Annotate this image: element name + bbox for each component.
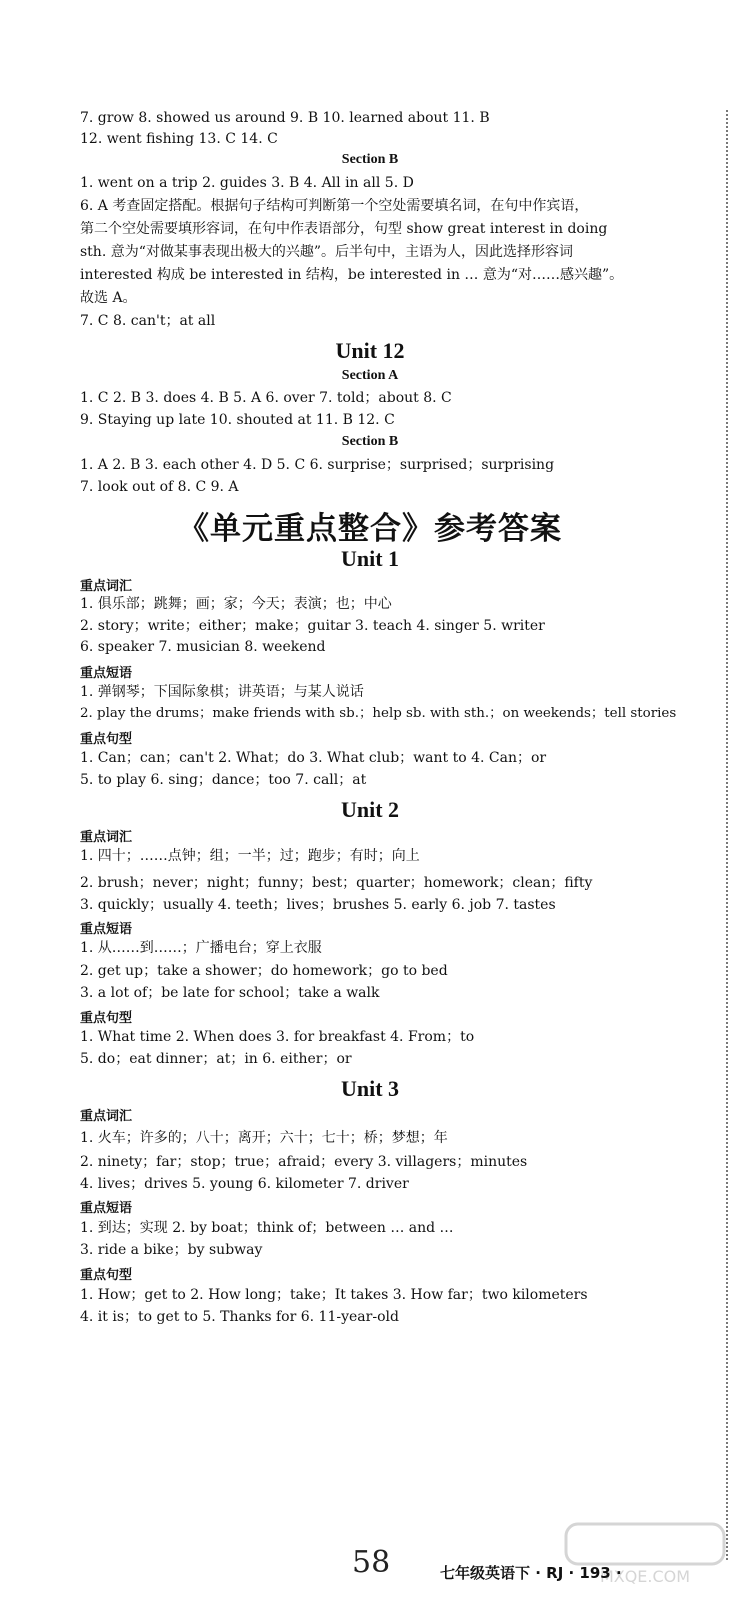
sentence-heading: 重点句型 xyxy=(80,732,133,747)
answer-line: 1. C 2. B 3. does 4. B 5. A 6. over 7. told；about 8. C xyxy=(80,390,452,406)
vocab-heading: 重点词汇 xyxy=(80,830,133,845)
unit-3-title: Unit 3 xyxy=(340,1076,400,1101)
explanation-line: interested 构成 be interested in 结构，be interested in … 意为“对……感兴趣”。 xyxy=(80,267,624,283)
watermark-text: MXQE.COM xyxy=(599,1567,691,1586)
answer-line: 6. speaker 7. musician 8. weekend xyxy=(80,639,326,655)
answer-line: 2. brush；never；night；funny；best；quarter；homework；clean；fifty xyxy=(80,875,593,891)
answer-line: 1. 从……到……；广播电台；穿上衣服 xyxy=(80,940,322,956)
sentence-heading: 重点句型 xyxy=(80,1011,133,1026)
answer-line: 9. Staying up late 10. shouted at 11. B 12. C xyxy=(80,412,395,428)
sentence-heading: 重点句型 xyxy=(80,1268,133,1283)
section-b-heading: Section B xyxy=(341,152,399,167)
phrase-heading: 重点短语 xyxy=(80,922,133,937)
answer-line: 7. grow 8. showed us around 9. B 10. learned about 11. B xyxy=(80,110,490,126)
explanation-line: 第二个空处需要填形容词，在句中作表语部分，句型 show great interest in doing xyxy=(80,221,608,237)
answer-line: 3. a lot of；be late for school；take a walk xyxy=(80,985,380,1001)
page-title: 《单元重点整合》参考答案 xyxy=(178,511,562,547)
section-a-heading: Section A xyxy=(341,368,399,383)
explanation-line: 6. A 考查固定搭配。根据句子结构可判断第一个空处需要填名词，在句中作宾语， xyxy=(80,198,589,214)
page-footer: 七年级英语下 · RJ · 193 · xyxy=(440,1564,622,1582)
answer-line: 1. 弹钢琴；下国际象棋；讲英语；与某人说话 xyxy=(80,684,364,700)
answer-line: 4. it is；to get to 5. Thanks for 6. 11-year-old xyxy=(80,1309,399,1325)
vocab-heading: 重点词汇 xyxy=(80,1109,133,1124)
answer-line: 3. ride a bike；by subway xyxy=(80,1242,263,1258)
answer-line: 1. went on a trip 2. guides 3. B 4. All in all 5. D xyxy=(80,175,414,191)
handwritten-page-mark: 58 xyxy=(352,1545,391,1580)
answer-line: 1. 俱乐部；跳舞；画；家；今天；表演；也；中心 xyxy=(80,596,392,612)
answer-line: 1. How；get to 2. How long；take；It takes 3. How far；two kilometers xyxy=(80,1287,588,1303)
answer-line: 5. do；eat dinner；at；in 6. either；or xyxy=(80,1051,352,1067)
unit-12-title: Unit 12 xyxy=(335,338,405,363)
vocab-heading: 重点词汇 xyxy=(80,579,133,594)
binding-dotted-line xyxy=(726,110,728,1560)
unit-2-title: Unit 2 xyxy=(340,797,400,822)
answer-line: 5. to play 6. sing；dance；too 7. call；at xyxy=(80,772,367,788)
answer-line: 2. get up；take a shower；do homework；go to bed xyxy=(80,963,448,979)
phrase-heading: 重点短语 xyxy=(80,1201,133,1216)
answer-line: 1. 到达；实现 2. by boat；think of；between … and … xyxy=(80,1220,454,1236)
phrase-heading: 重点短语 xyxy=(80,666,133,681)
answer-line: 4. lives；drives 5. young 6. kilometer 7. driver xyxy=(80,1176,409,1192)
answer-line: 7. look out of 8. C 9. A xyxy=(80,479,239,495)
unit-1-title: Unit 1 xyxy=(340,546,400,571)
answer-line: 1. 四十；……点钟；组；一半；过；跑步；有时；向上 xyxy=(80,848,420,864)
answer-line: 7. C 8. can't；at all xyxy=(80,313,216,329)
answer-line: 1. A 2. B 3. each other 4. D 5. C 6. surprise；surprised；surprising xyxy=(80,457,555,473)
answer-line: 3. quickly；usually 4. teeth；lives；brushes 5. early 6. job 7. tastes xyxy=(80,897,556,913)
explanation-line: 故选 A。 xyxy=(80,290,137,306)
explanation-line: sth. 意为“对做某事表现出极大的兴趣”。后半句中，主语为人，因此选择形容词 xyxy=(80,244,574,260)
answer-line: 2. play the drums；make friends with sb.；help sb. with sth.；on weekends；tell stories xyxy=(80,706,677,721)
answer-line: 2. story；write；either；make；guitar 3. teach 4. singer 5. writer xyxy=(80,618,545,634)
answer-line: 1. Can；can；can't 2. What；do 3. What club；want to 4. Can；or xyxy=(80,750,547,766)
answer-line: 1. What time 2. When does 3. for breakfast 4. From；to xyxy=(80,1029,475,1045)
answer-line: 1. 火车；许多的；八十；离开；六十；七十；桥；梦想；年 xyxy=(80,1130,448,1146)
answer-line: 2. ninety；far；stop；true；afraid；every 3. villagers；minutes xyxy=(80,1154,528,1170)
section-b-heading: Section B xyxy=(341,434,399,449)
answer-line: 12. went fishing 13. C 14. C xyxy=(80,131,278,147)
